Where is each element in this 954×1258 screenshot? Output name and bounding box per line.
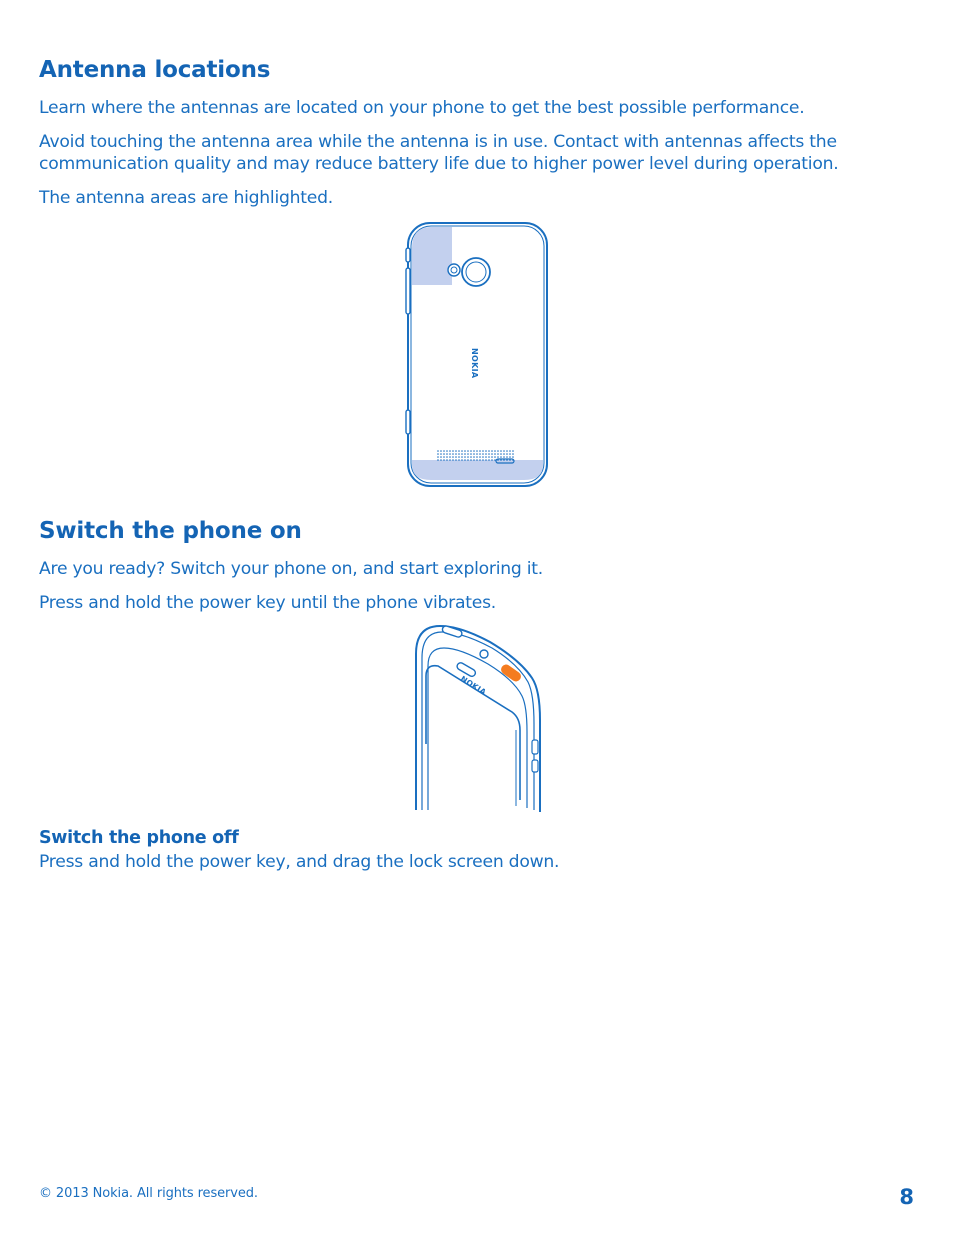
phone-power-key-illustration [410,620,550,816]
page-number: 8 [899,1185,914,1209]
antenna-intro-paragraph: Learn where the antennas are located on your phone to get the best possible performance. [39,98,805,118]
copyright-footer: © 2013 Nokia. All rights reserved. [39,1186,258,1201]
antenna-warning-line-2: communication quality and may reduce battery life due to higher power level during operation. [39,154,839,174]
switch-on-heading: Switch the phone on [39,518,302,544]
antenna-locations-heading: Antenna locations [39,57,271,83]
nokia-logo-back: NOKIA [470,348,479,379]
front-camera-icon [480,650,488,658]
top-antenna-area [412,227,452,285]
antenna-highlight-note: The antenna areas are highlighted. [39,188,333,208]
switch-off-instruction: Press and hold the power key, and drag the lock screen down. [39,852,560,872]
switch-on-instruction: Press and hold the power key until the phone vibrates. [39,593,497,613]
nokia-logo-front: NOKIA [458,674,488,697]
antenna-warning-line-1: Avoid touching the antenna area while the antenna is in use. Contact with antennas affects the [39,132,837,152]
camera-flash-icon [448,264,460,276]
switch-off-heading: Switch the phone off [39,828,239,848]
switch-on-intro-paragraph: Are you ready? Switch your phone on, and start exploring it. [39,559,543,579]
phone-back-antenna-illustration [400,218,556,490]
power-key-icon [499,663,523,684]
bottom-antenna-area [412,460,543,480]
